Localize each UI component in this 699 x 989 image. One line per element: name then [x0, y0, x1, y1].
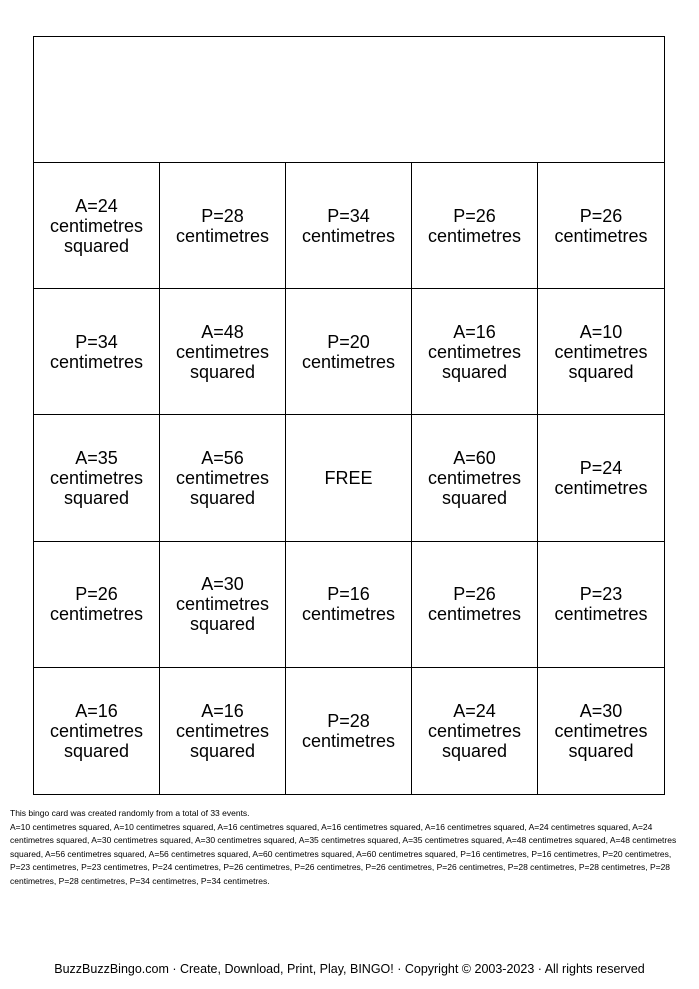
bingo-cell: [538, 163, 664, 289]
bingo-cell: [286, 289, 412, 415]
bingo-cell: [538, 415, 664, 541]
bingo-cell: [538, 542, 664, 668]
cell-text: A=56 centimetres squared: [175, 447, 270, 508]
notes-event-list: A=10 centimetres squared, A=10 centimetres squared, A=16 centimetres squared, A=16 centimetres squared, A=16 centimetres squared, A=24 centimetres squared, A=24 centimetres squared, A=30 centimetres squared, A=30 centimetres squared, A=35 centimetres squared, A=35 centimetres squared, A=48 centimetres squared, A=48 centimetres squared, A=56 centimetres squared, A=56 centimetres squared, A=60 centimetres squared, A=60 centimetres squared, P=16 centimetres, P=16 centimetres, P=20 centimetres, P=23 centimetres, P=23 centimetres, P=24 centimetres, P=26 centimetres, P=26 centimetres, P=26 centimetres, P=26 centimetres, P=28 centimetres, P=28 centimetres, P=28 centimetres, P=28 centimetres, P=34 centimetres, P=34 centimetres.: [10, 821, 677, 886]
cell-text: A=24 centimetres squared: [427, 700, 522, 761]
card-header-area: [34, 37, 664, 163]
cell-text: A=35 centimetres squared: [49, 447, 144, 508]
bingo-cell: [160, 415, 286, 541]
bingo-cell: [412, 289, 538, 415]
bingo-cell: [34, 289, 160, 415]
bingo-cell: [538, 289, 664, 415]
cell-text: P=34 centimetres: [301, 205, 396, 246]
bingo-cell: [160, 668, 286, 794]
bingo-cell: [412, 415, 538, 541]
cell-text: A=10 centimetres squared: [554, 321, 648, 382]
cell-text: A=24 centimetres squared: [49, 195, 144, 256]
cell-text: P=28 centimetres: [301, 710, 396, 751]
bingo-grid: [34, 163, 664, 794]
cell-text: P=26 centimetres: [49, 584, 144, 625]
bingo-cell: [538, 668, 664, 794]
bingo-cell: [34, 415, 160, 541]
cell-text: P=16 centimetres: [301, 584, 396, 625]
cell-text: A=16 centimetres squared: [49, 700, 144, 761]
bingo-cell: [412, 542, 538, 668]
free-space-cell: [286, 415, 412, 541]
bingo-cell: [34, 163, 160, 289]
bingo-cell: [412, 163, 538, 289]
cell-text: A=48 centimetres squared: [175, 321, 270, 382]
bingo-cell: [34, 542, 160, 668]
cell-text: P=28 centimetres: [175, 205, 270, 246]
notes-summary: This bingo card was created randomly from a total of 33 events.: [10, 808, 250, 818]
event-notes: [10, 807, 680, 889]
bingo-cell: [160, 289, 286, 415]
bingo-card: [33, 36, 665, 795]
bingo-cell: [160, 542, 286, 668]
cell-text: P=23 centimetres: [554, 584, 648, 625]
bingo-cell: [160, 163, 286, 289]
cell-text: A=60 centimetres squared: [427, 447, 522, 508]
cell-text: P=26 centimetres: [427, 584, 522, 625]
cell-text: P=26 centimetres: [427, 205, 522, 246]
cell-text: FREE: [324, 467, 373, 488]
cell-text: A=30 centimetres squared: [175, 574, 270, 635]
footer-copyright: BuzzBuzzBingo.com · Create, Download, Print, Play, BINGO! · Copyright © 2003-2023 · All rights reserved: [54, 962, 645, 976]
cell-text: A=16 centimetres squared: [427, 321, 522, 382]
cell-text: A=30 centimetres squared: [554, 700, 648, 761]
bingo-cell: [286, 163, 412, 289]
bingo-cell: [34, 668, 160, 794]
bingo-cell: [286, 542, 412, 668]
bingo-cell: [286, 668, 412, 794]
cell-text: P=26 centimetres: [554, 205, 648, 246]
cell-text: P=24 centimetres: [554, 457, 648, 498]
cell-text: A=16 centimetres squared: [175, 700, 270, 761]
bingo-cell: [412, 668, 538, 794]
cell-text: P=20 centimetres: [301, 331, 396, 372]
cell-text: P=34 centimetres: [49, 331, 144, 372]
